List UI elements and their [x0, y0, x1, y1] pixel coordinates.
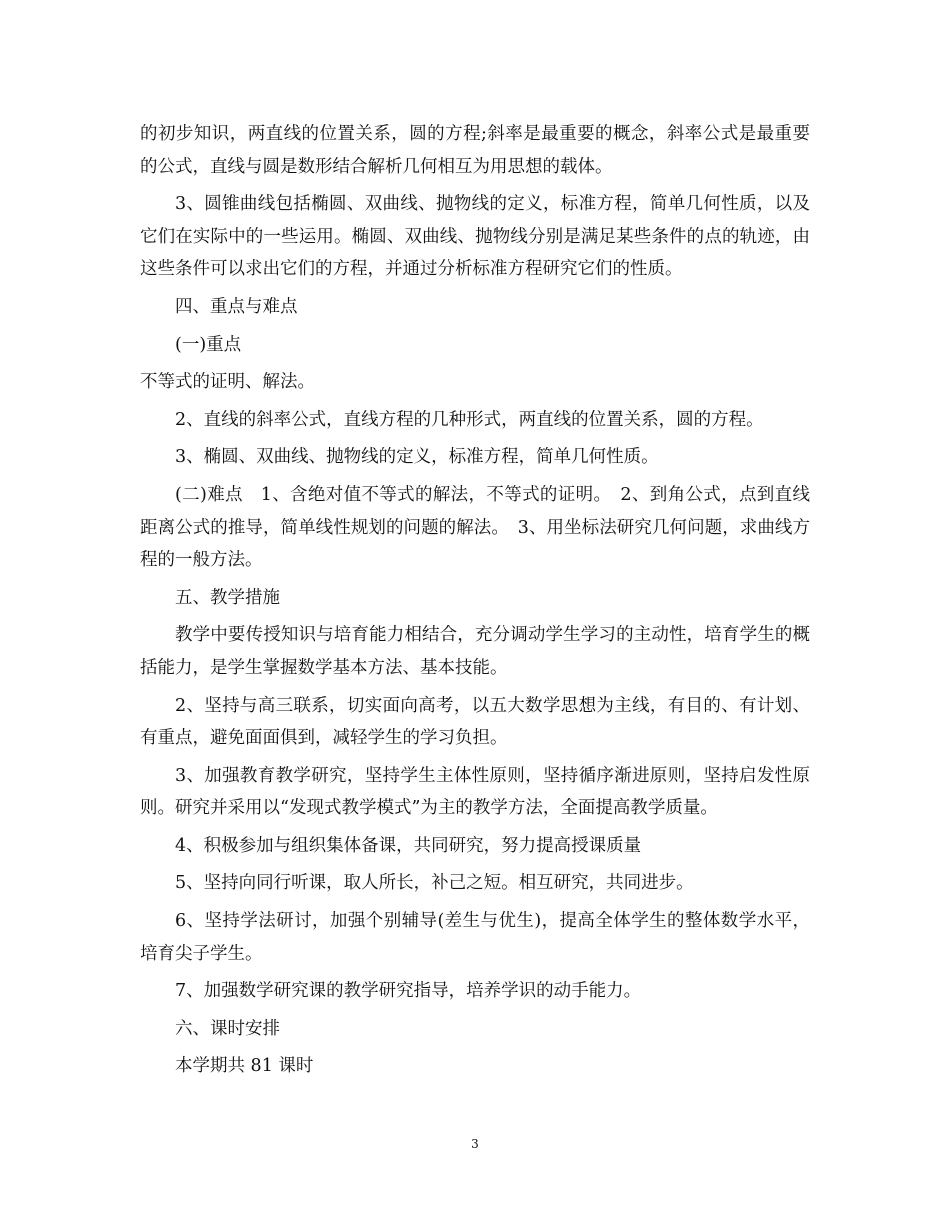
paragraph-difficult-points: (二)难点 1、含绝对值不等式的解法，不等式的证明。 2、到角公式，点到直线距离公式的推导，简单线性规划的问题的解法。 3、用坐标法研究几何问题，求曲线方程的一般方法。 — [140, 484, 810, 571]
paragraph-6: 2、直线的斜率公式，直线方程的几种形式，两直线的位置关系，圆的方程。 — [175, 409, 764, 430]
paragraph-12: 3、加强教育教学研究，坚持学生主体性原则，坚持循序渐进原则，坚持启发性原则。研究并采用以“发现式教学模式”为主的教学方法，全面提高教学质量。 — [140, 765, 810, 819]
paragraph-11: 2、坚持与高三联系，切实面向高考，以五大数学思想为主线，有目的、有计划、有重点，避免面面俱到，减轻学生的学习负担。 — [140, 695, 810, 749]
section-heading-6: 六、课时安排 — [175, 1018, 280, 1039]
page-number: 3 — [471, 1137, 479, 1151]
paragraph-18: 本学期共 81 课时 — [175, 1056, 314, 1077]
paragraph-10: 教学中要传授知识与培育能力相结合，充分调动学生学习的主动性，培育学生的概括能力，是学生掌握数学基本方法、基本技能。 — [140, 625, 810, 678]
section-heading-5: 五、教学措施 — [175, 587, 280, 608]
document-body — [140, 118, 810, 1088]
paragraph-13: 4、积极参加与组织集体备课，共同研究，努力提高授课质量 — [175, 835, 642, 856]
paragraph-16: 7、加强数学研究课的教学研究指导，培养学识的动手能力。 — [175, 981, 642, 1002]
paragraph-7: 3、椭圆、双曲线、抛物线的定义，标准方程，简单几何性质。 — [175, 447, 659, 468]
paragraph-14: 5、坚持向同行听课，取人所长，补己之短。相互研究，共同进步。 — [175, 873, 694, 894]
paragraph-15: 6、坚持学法研讨，加强个别辅导(差生与优生)，提高全体学生的整体数学水平，培育尖子学生。 — [140, 911, 810, 964]
section-heading-4: 四、重点与难点 — [175, 296, 298, 317]
paragraph-2: 3、圆锥曲线包括椭圆、双曲线、抛物线的定义，标准方程，简单几何性质，以及它们在实际中的一些运用。椭圆、双曲线、抛物线分别是满足某些条件的点的轨迹，由这些条件可以求出它们的方程，并通过分析标准方程研究它们的性质。 — [140, 194, 810, 280]
paragraph-5: 不等式的证明、解法。 — [140, 372, 315, 393]
subheading-key-points: (一)重点 — [175, 334, 242, 355]
paragraph-1: 的初步知识，两直线的位置关系，圆的方程;斜率是最重要的概念，斜率公式是最重要的公式，直线与圆是数形结合解析几何相互为用思想的载体。 — [140, 124, 810, 177]
